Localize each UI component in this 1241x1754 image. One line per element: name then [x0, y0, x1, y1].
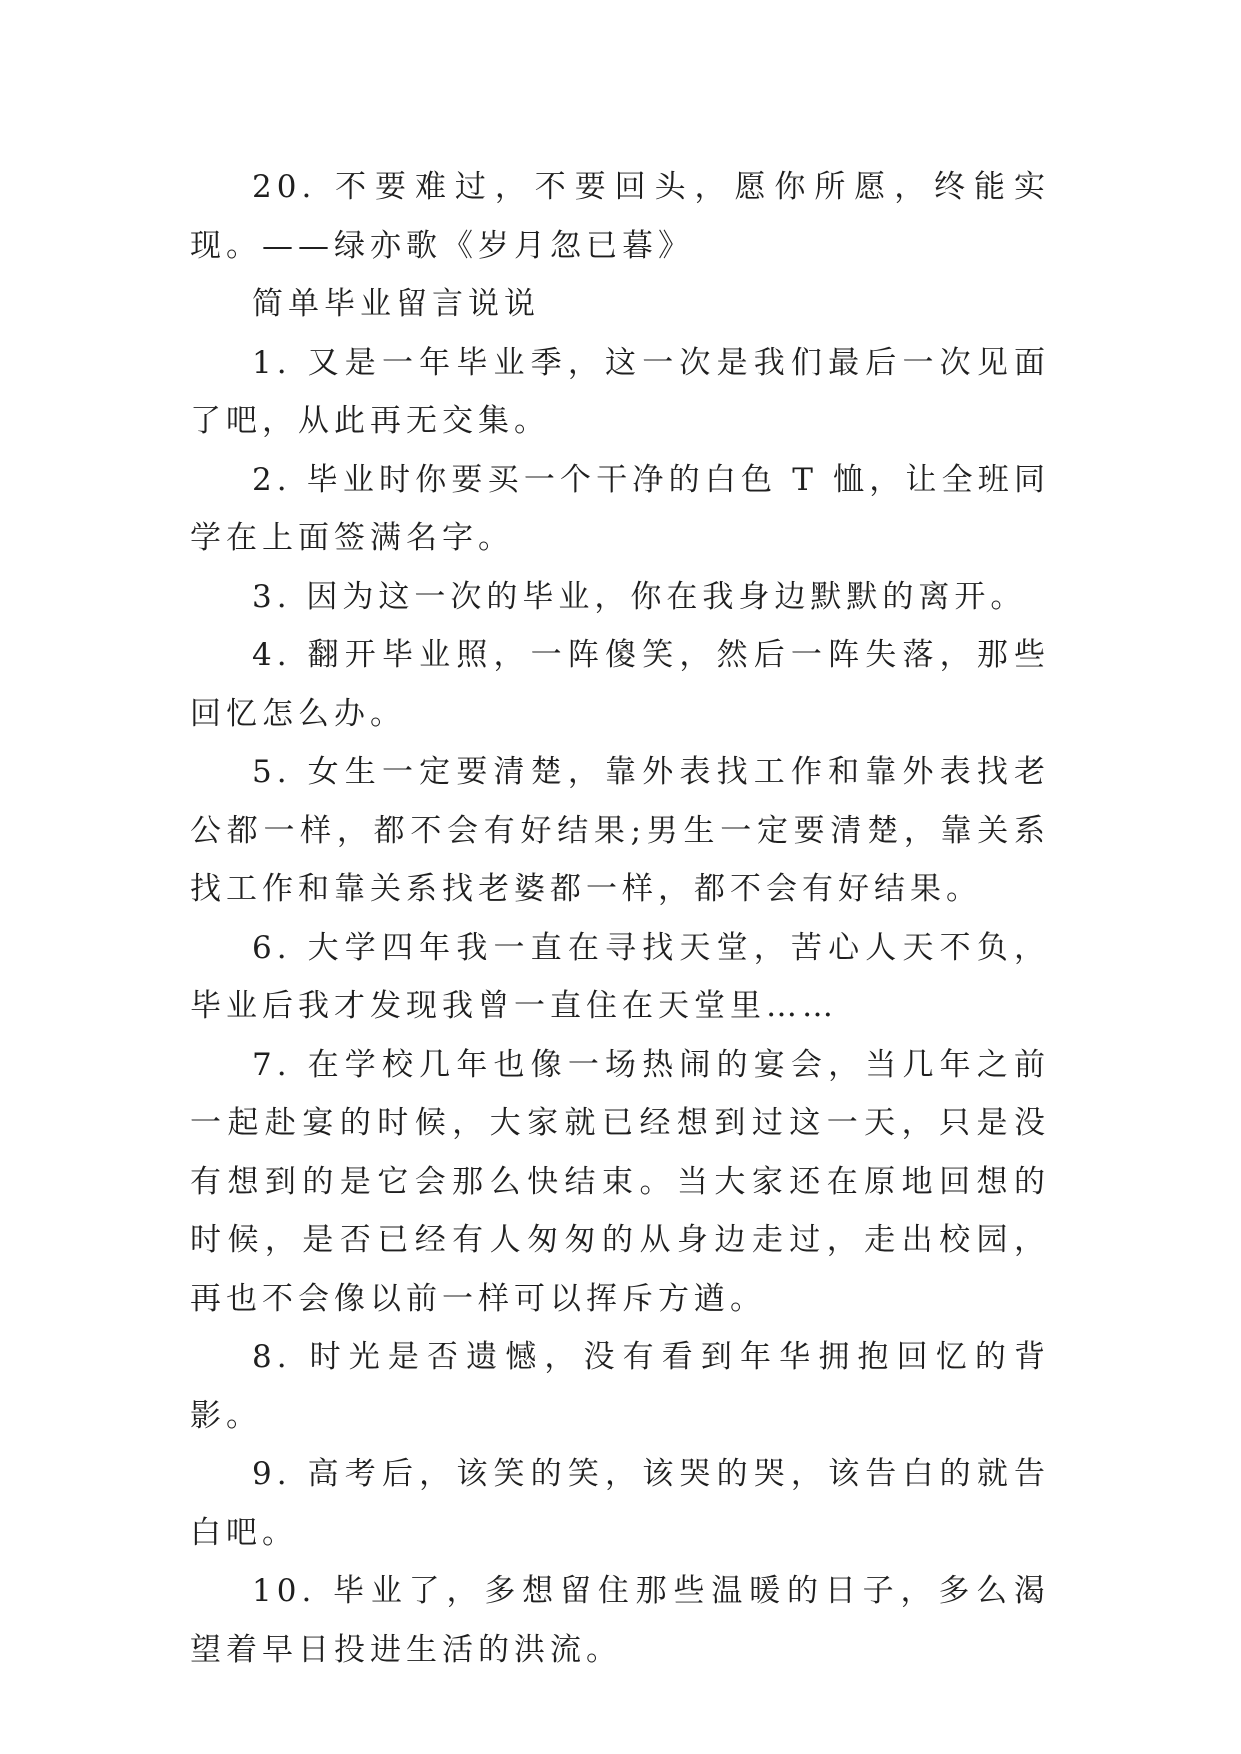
list-item-10: 10. 毕业了，多想留住那些温暖的日子，多么渴望着早日投进生活的洪流。 [190, 1573, 1050, 1668]
list-item-6: 6. 大学四年我一直在寻找天堂，苦心人天不负，毕业后我才发现我曾一直住在天堂里…… [190, 929, 1050, 1024]
list-item-2: 2. 毕业时你要买一个干净的白色 T 恤，让全班同学在上面签满名字。 [190, 461, 1050, 556]
document-page [190, 158, 1050, 1679]
section-heading: 简单毕业留言说说 [252, 286, 540, 322]
list-item-3: 3. 因为这一次的毕业，你在我身边默默的离开。 [252, 578, 1027, 615]
list-item-4: 4. 翻开毕业照，一阵傻笑，然后一阵失落，那些回忆怎么办。 [190, 637, 1050, 732]
list-item-9: 9. 高考后，该笑的笑，该哭的哭，该告白的就告白吧。 [190, 1456, 1050, 1551]
list-item-8: 8. 时光是否遗憾，没有看到年华拥抱回忆的背影。 [190, 1339, 1050, 1434]
paragraph-quote-20: 20. 不要难过，不要回头，愿你所愿，终能实现。——绿亦歌《岁月忽已暮》 [190, 169, 1050, 264]
list-item-1: 1. 又是一年毕业季，这一次是我们最后一次见面了吧，从此再无交集。 [190, 344, 1050, 439]
list-item-7: 7. 在学校几年也像一场热闹的宴会，当几年之前一起赴宴的时候，大家就已经想到过这一天，只是没有想到的是它会那么快结束。当大家还在原地回想的时候，是否已经有人匆匆的从身边走过，走出校园，再也不会像以前一样可以挥斥方遒。 [190, 1046, 1050, 1317]
list-item-5: 5. 女生一定要清楚，靠外表找工作和靠外表找老公都一样，都不会有好结果;男生一定要清楚，靠关系找工作和靠关系找老婆都一样，都不会有好结果。 [190, 754, 1050, 907]
